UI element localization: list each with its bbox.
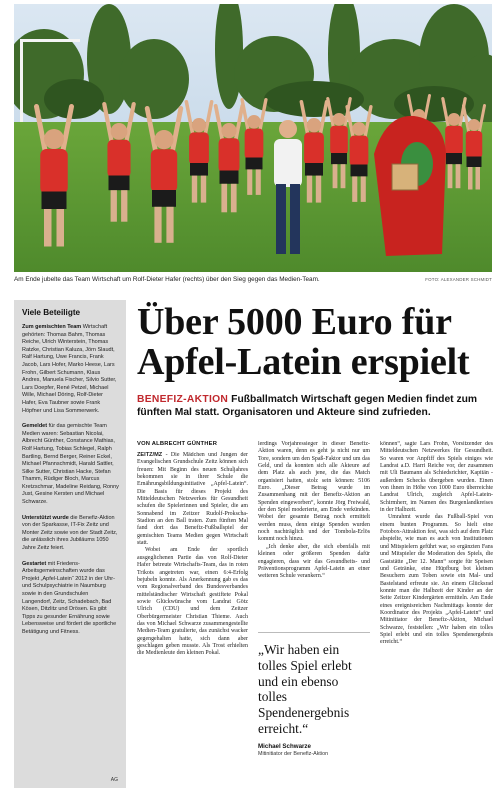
article-photo [14,4,492,272]
info-paragraph-lead: Unterstützt wurde [22,514,69,521]
quote-text: „Wir haben ein tolles Spiel erlebt und ein ebenso tolles Spendenergebnis erreicht.“ [258,642,352,736]
headline-line-2: Apfel-Latein erspielt [137,341,470,383]
lead-text: Fußballmatch Wirtschaft gegen Medien findet zum fünften Mal statt. Organisatoren und Akteure sind zufrieden. [137,394,478,419]
article-lead [137,393,493,419]
info-paragraph-text: Wirtschaft gehörten: Thomas Bahm, Thomas Reiche, Ulrich Winterstein, Thomas Ratzke, Christian Kaluza, Jörn Slaudt, Ralf Hartung, Uwe Francis, Frank Jacob, Lars Hofer, Marko Heese, Lars Frohn, Gilbert Schumann, Klaus Andres, Manuela Fischer, Silvio Sutter, Lars Doepfer, René Petzel, Michael Wille, Michael Döring, Rolf-Dieter Hafer, Eva Taubner sowie Frank Höpfner und Lisa Sommerwerk. [22,324,117,414]
quote-author: Michael Schwarze [258,742,311,750]
info-paragraph-text: für das gemischte Team Medien waren: Sebastian Nicolai, Albrecht Günther, Constance Mathias, Rolf Hartung, Tobias Schlegel, Ralph Bartling, Bernd Berger, Reiner Eckel, Michael Pfannschmidt, Harald Sattler, Silke Sutter, Christian Hacke, Stefan Thamm, Rüdiger Bloch, Marcus Kretzschmar, Madeline Reidang, Ronny Just, Gesine Kersten und Michael Schwarze. [22,423,119,506]
info-paragraph-text: mit Friedens-Arbeitsgemeinschaften wurde das Projekt „Apfel-Latein“ 2012 in der Uhr- und Schulpsychiatrie in Naumburg sowie in den Grundschulen Langendorf, Zeitz, Schadebach, Bad Kösen, Ditzlitz und Drösen. Es gibt Tipps zu gesunder Ernährung sowie Lebensweise und fördert die sportliche Betätigung und Fitness. [22,560,117,635]
info-box [14,300,126,788]
info-paragraph-lead: Gestartet [22,560,47,567]
info-paragraph [22,561,119,637]
caption-text: Am Ende jubelte das Team Wirtschaft um Rolf-Dieter Hafer (rechts) über den Sieg gegen das Medien-Team. [14,276,320,283]
info-paragraph-text: die Benefiz-Aktion von der Sparkasse, IT-Fix Zeitz und Monter Zeitz sowie von der Stadt Zeitz, die anlässlich ihres Jubiläums 1050 Jahre Zeitz feiert. [22,514,118,552]
body-text: - Die Mädchen und Jungen der Evangelischen Grundschule Zeitz können sich freuen: Mit Beginn des neuen Schuljahres bekommen sie in ihrer Schule die Ernährungsbildungsinitiative „Apfel-Latein“. Die Basis für dieses Projekt des Mitteldeutschen Netzwerkes für Gesundheit schufen die Spielerinnen und Spieler, die am Sonnabend im Zeitzer Rudolf-Prokscha-Stadion an den Ball traten. Zum fünften Mal fand dort das Benefiz-Fußballspiel der gemischten Teams Medien gegen Wirtschaft statt. [137,452,248,547]
article-column-1 [137,452,248,787]
info-paragraph [22,324,119,415]
pull-quote [258,632,370,782]
headline-line-1: Über 5000 Euro für [137,301,452,343]
quote-author-role: Mitinitiator der Benefiz-Aktion [258,750,329,757]
team-celebration-image [14,4,492,272]
body-paragraph: Wobei am Ende der sportlich ausgeglichenen Partie das von Rolf-Dieter Hafer betreute Wirtschafts-Team, das in roten Trikots angetreten war, einen 6:4-Erfolg bejubeln konnte. Als Anerkennung gab es das vom Regionalverband des Bundesverbandes mittelständischer Wirtschaft gestiftete Pokal sowie Glückwünsche vom Landrat Götz Ulrich (CDU) und dem Zeitzer Oberbürgermeister Christian Thieme. Auch das von Michael Schwarze zusammengestellte Medien-Team gratulierte, das zunächst wacker gegengehalten hatte, sich dann aber geschlagen geben musste. Als Trost erhielten die Medienleute den kleinen Pokal. [137,547,248,657]
info-paragraph [22,515,119,553]
body-paragraph: „Ich denke aber, die sich ebenfalls mit kleinen oder größeren Spenden dafür engagieren, dass wir das Gesundheits- und Präventionsprogramm Apfel-Latein an einer weiteren Schule verankern.“ [258,543,370,580]
info-paragraph-lead: Zum gemischten Team [22,324,82,330]
body-paragraph: Umrahmt wurde das Fußball-Spiel von einem bunten Programm. So hielt eine Fotobox-Attraktion fest, was sich auf dem Platz abspielte, wie man es auch von Institutionen und Mitspielern geführt war, so ergänzten Fans und Mitspieler die Moderation des Spiels, die Gaststätte „Der 12. Mann“ sorgte für Speisen und Getränke, eine Hüpfburg bot kleinen Besuchern zum Toben sowie ein Mal- und Bastelstand erfreute sie. An einem Glücksrad konnte man die Halbzeit der Kinder an der Seite Zeitzer Kindergärten ermitteln. Am Ende eines ereignisreichen Nachmittags konnte der Koordinator des Projekts „Apfel-Latein“ und Mitinitiator der Benefiz-Aktion, Michael Schwarze, feststellen: „Wir haben ein tolles Spiel erlebt und ein tolles Spendenergebnis erreicht.“ [380,514,493,646]
article-column-2 [258,441,370,627]
section-tag: BENEFIZ-AKTION [137,394,229,405]
author-byline: VON ALBRECHT GÜNTHER [137,441,218,447]
dateline: ZEITZ/MZ [137,452,163,458]
body-paragraph: können“, sagte Lars Frohn, Vorsitzender des Mitteldeutschen Netzwerkes für Gesundheit. So waren vor Anpfiff des Spiels einiges wie Landrat a.D. Harri Reiche vor, der zusammen mit Uli Baumann als Schiedsrichter, Kapitän - außerdem Schecks übergeben wurden. Einen von ihnen in Höhe von 1000 Euro überreichte Landrat Ulrich, zugleich Apfel-Latein-Schirmherr, im Namen des Burgenlandkreises in der Halbzeit. [380,441,493,514]
photo-credit: FOTO: ALEXANDER SCHMIDT [425,277,492,282]
article-column-3 [380,441,493,787]
info-box-title: Viele Beteiligte [22,308,81,317]
info-paragraph [22,423,119,507]
article-headline [137,302,493,382]
body-paragraph: lerdings Vorjahressieger in dieser Benefiz-Aktion waren, denn es geht ja nicht nur um Tore, sondern um den Spaß-Faktor und um das Geld, und da konnten sich alle Akteure auf dem Platz als auch jene, die das Match organisiert hatten, stolz sein können: 5106 Euro. „Dieser Betrag wurde im Zusammenhang mit der Benefiz-Aktion an Spenden eingeworben“, konnte Jörg Freiwald, der den Spiel moderierte, am Ende verkünden. Wobei der gesamte Betrag noch ermittelt werden muss, denn einige Spenden wurden noch nachträglich und der Tombola-Erlös kommt noch hinzu. [258,441,370,543]
info-paragraph-lead: Gemeldet [22,423,48,430]
body-paragraph [137,452,248,547]
photo-caption [14,274,492,286]
info-box-initials: AG [110,777,118,783]
